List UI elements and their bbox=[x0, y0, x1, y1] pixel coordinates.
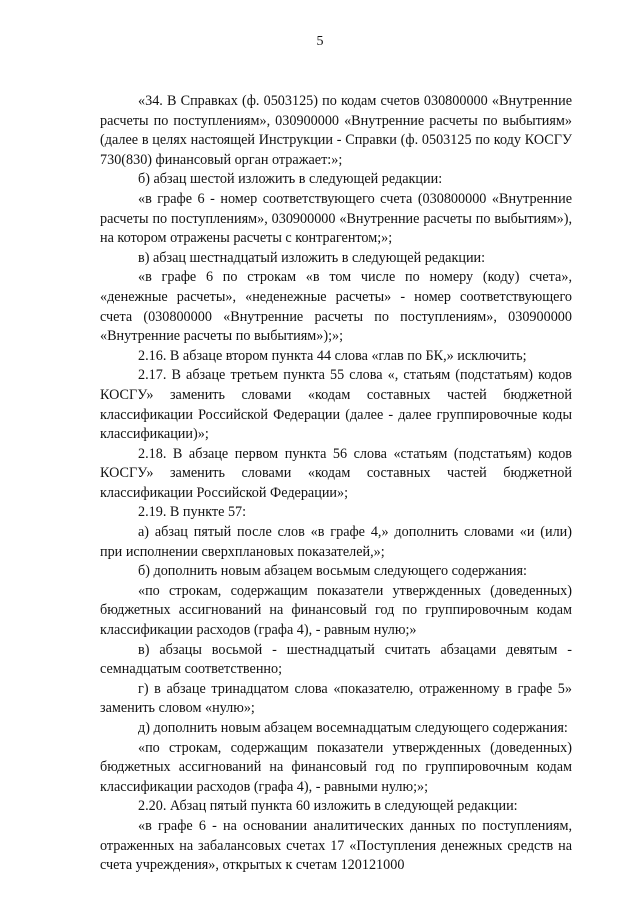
paragraph-2-16: 2.16. В абзаце втором пункта 44 слова «глав по БК,» исключить; bbox=[138, 347, 527, 364]
paragraph-2-17: 2.17. В абзаце третьем пункта 55 слова «, статьям (подстатьям) кодов КОСГУ» заменить словами «кодам составных частей бюджетной классификации Российской Федерации (далее - далее группировочные коды классификации)»; bbox=[100, 367, 572, 443]
paragraph-2-19-b: б) дополнить новым абзацем восьмым следующего содержания: bbox=[138, 563, 527, 580]
document-body bbox=[100, 92, 572, 876]
paragraph-34-reports: «34. В Справках (ф. 0503125) по кодам счетов 030800000 «Внутренние расчеты по поступлениям», 030900000 «Внутренние расчеты по выбытиям» (далее в целях настоящей Инструкции - Справки (ф. 0503125 по коду КОСГУ 730(830) финансовый орган отражает:»; bbox=[100, 93, 572, 168]
page-number: 5 bbox=[316, 34, 324, 49]
paragraph-2-18: 2.18. В абзаце первом пункта 56 слова «статьям (подстатьям) кодов КОСГУ» заменить словами «кодам составных частей бюджетной классификации Российской Федерации»; bbox=[100, 445, 572, 501]
paragraph-2-19-d-text: «по строкам, содержащим показатели утвержденных (доведенных) бюджетных ассигнований на финансовый год по группировочным кодам классификации расходов (графа 4), - равными нулю;»; bbox=[100, 739, 572, 795]
paragraph-2-19-b-text: «по строкам, содержащим показатели утвержденных (доведенных) бюджетных ассигнований на финансовый год по группировочным кодам классификации расходов (графа 4), - равным нулю;» bbox=[100, 582, 572, 639]
paragraph-2-20: 2.20. Абзац пятый пункта 60 изложить в следующей редакции: bbox=[138, 798, 518, 815]
paragraph-2-19-v: в) абзацы восьмой - шестнадцатый считать абзацами девятым - семнадцатым соответственно; bbox=[100, 641, 572, 678]
paragraph-b-sixth: б) абзац шестой изложить в следующей редакции: bbox=[138, 171, 443, 188]
paragraph-2-19-d: д) дополнить новым абзацем восемнадцатым следующего содержания: bbox=[138, 720, 568, 736]
paragraph-2-19: 2.19. В пункте 57: bbox=[138, 504, 247, 521]
paragraph-column6-account: «в графе 6 - номер соответствующего счета (030800000 «Внутренние расчеты по поступлениям», 030900000 «Внутренние расчеты по выбытиям»), на котором отражены расчеты с контрагентом;»; bbox=[100, 190, 572, 247]
paragraph-2-19-a: а) абзац пятый после слов «в графе 4,» дополнить словами «и (или) при исполнении сверхплановых показателей,»; bbox=[100, 524, 572, 560]
paragraph-v-sixteenth: в) абзац шестнадцатый изложить в следующей редакции: bbox=[138, 249, 486, 266]
paragraph-2-19-g: г) в абзаце тринадцатом слова «показателю, отраженному в графе 5» заменить словом «нулю»; bbox=[100, 680, 572, 717]
paragraph-2-20-text: «в графе 6 - на основании аналитических данных по поступлениям, отраженных на забалансовых счетах 17 «Поступления денежных средств на счета учреждения», открытых к счетам 120121000 bbox=[100, 817, 572, 874]
paragraph-column6-rows: «в графе 6 по строкам «в том числе по номеру (коду) счета», «денежные расчеты», «неденежные расчеты» - номер соответствующего счета (030800000 «Внутренние расчеты по поступлениям», 030900000 «Внутренние расчеты по выбытиям»);»; bbox=[100, 269, 572, 345]
